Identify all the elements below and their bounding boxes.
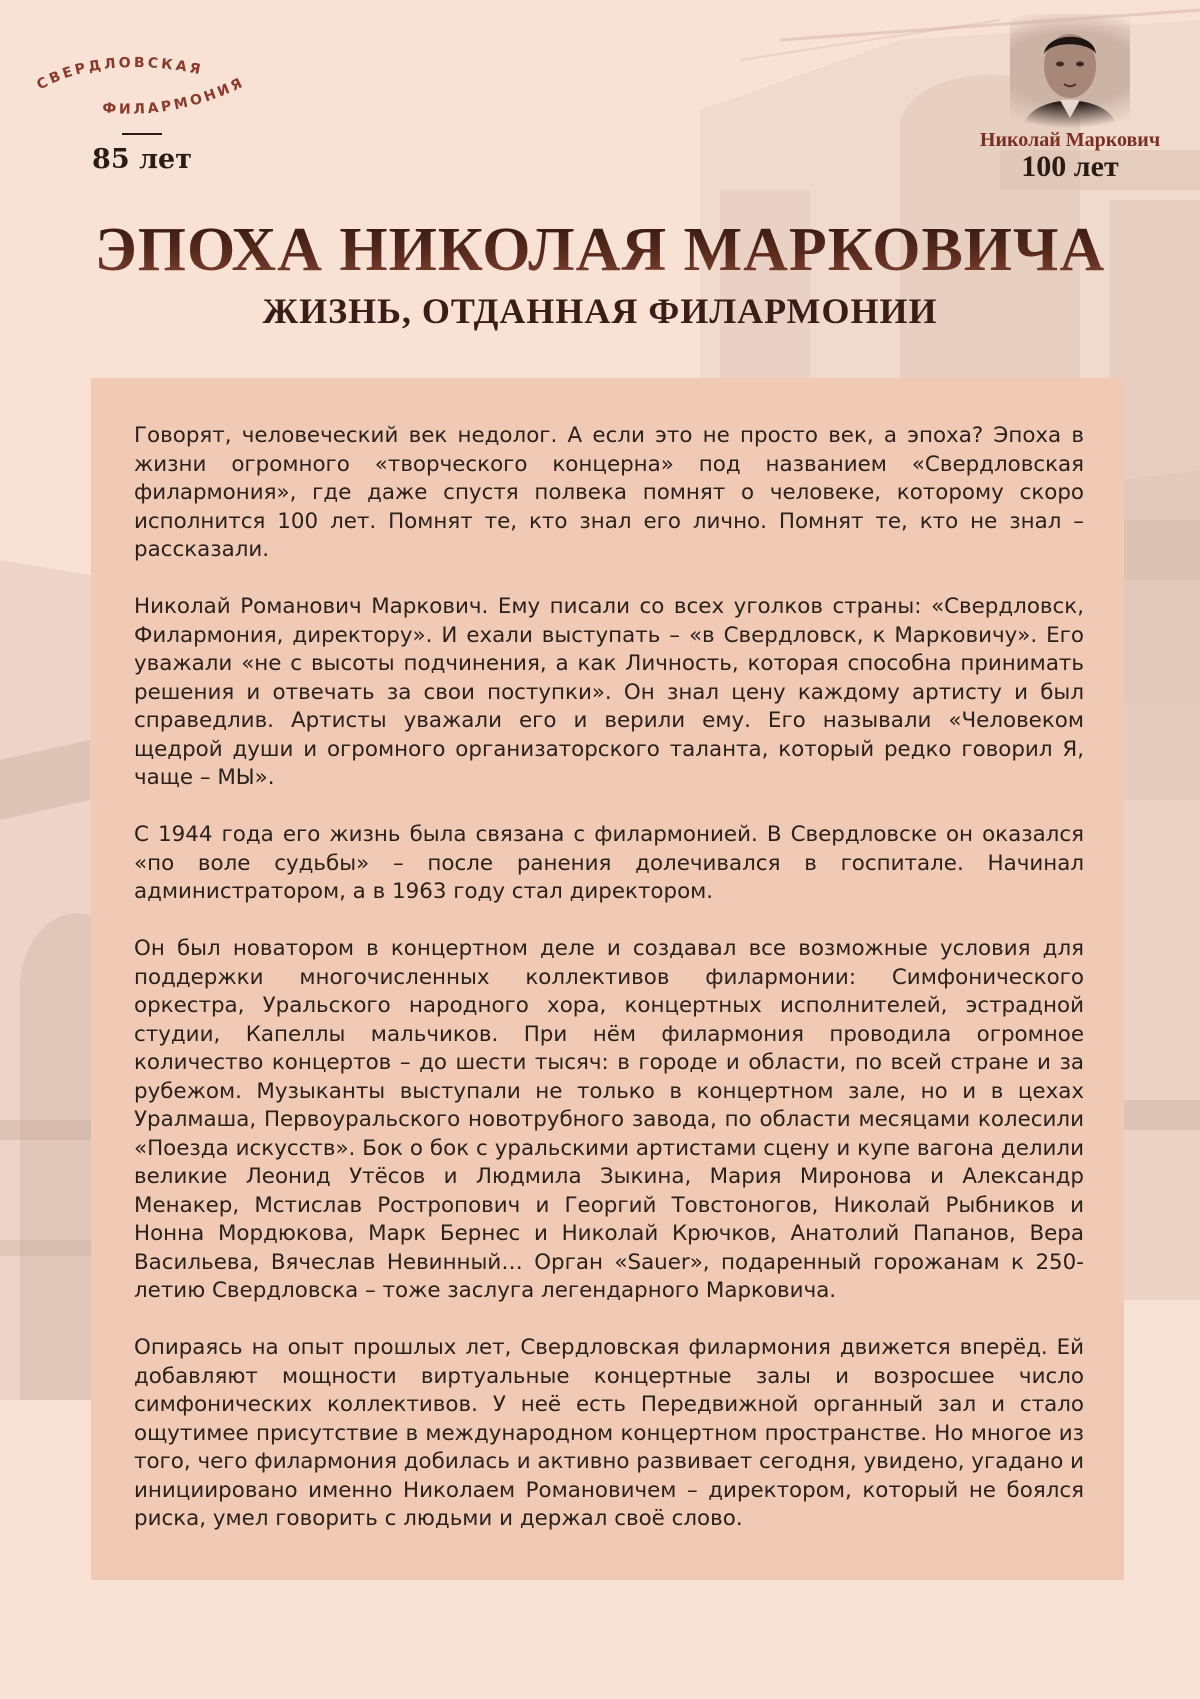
logo-years: 85 лет <box>92 144 192 175</box>
page-title: ЭПОХА НИКОЛАЯ МАРКОВИЧА <box>60 215 1140 286</box>
article-paragraph: Он был новатором в концертном деле и создавал все возможные условия для поддержки многочисленных коллективов филармонии: Симфонического оркестра, Уральского народного хора, концертных исполнителей, эстрадной студии, Капеллы мальчиков. При нём филармония проводила огромное количество концертов – до шести тысяч: в городе и области, по всей стране и за рубежом. Музыканты выступали не только в концертном зале, но и в цехах Уралмаша, Первоуральского новотрубного завода, по области месяцами колесили «Поезда искусств». Бок о бок с уральскими артистами сцену и купе вагона делили великие Леонид Утёсов и Людмила Зыкина, Мария Миронова и Александр Менакер, Мстислав Ростропович и Георгий Товстоногов, Николай Рыбников и Нонна Мордюкова, Марк Бернес и Николай Крючков, Анатолий Папанов, Вера Васильева, Вячеслав Невинный… Орган «Sauer», подаренный горожанам к 250-летию Свердловска – тоже заслуга легендарного Марковича. <box>134 936 1084 1303</box>
article-panel <box>91 378 1124 1580</box>
logo-arc-text <box>30 36 260 146</box>
article-paragraph: Опираясь на опыт прошлых лет, Свердловская филармония движется вперёд. Ей добавляют мощности виртуальные концертные залы и возросшее число симфонических коллективов. У неё есть Передвижной органный зал и стало ощутимее присутствие в международном концертном пространстве. Но многое из того, чего филармония добилась и активно развивает сегодня, увидено, угадано и инициировано именно Николаем Романовичем – директором, который не боялся риска, умел говорить с людьми и держал своё слово. <box>134 1335 1084 1531</box>
article-paragraph: С 1944 года его жизнь была связана с филармонией. В Свердловске он оказался «по воле судьбы» – после ранения долечивался в госпитале. Начинал администратором, а в 1963 году стал директором. <box>134 822 1084 904</box>
portrait-years: 100 лет <box>1021 150 1119 183</box>
portrait-name: Николай Маркович <box>979 129 1161 151</box>
portrait-photo <box>960 14 1180 134</box>
article-paragraph: Говорят, человеческий век недолог. А если это не просто век, а эпоха? Эпоха в жизни огромного «творческого концерна» под названием «Свердловская филармония», где даже спустя полвека помнят о человеке, которому скоро исполнится 100 лет. Помнят те, кто знал его лично. Помнят те, кто не знал – рассказали. <box>134 423 1084 562</box>
logo-top-text: СВЕРДЛОВСКАЯ <box>34 54 205 94</box>
portrait-block <box>960 14 1180 184</box>
philharmonic-logo <box>30 36 260 186</box>
svg-text:СВЕРДЛОВСКАЯ <box>34 55 204 93</box>
page-subtitle: ЖИЗНЬ, ОТДАННАЯ ФИЛАРМОНИИ <box>262 291 938 331</box>
svg-text:ФИЛАРМОНИЯ <box>102 74 248 117</box>
logo-divider <box>122 133 162 135</box>
logo-bottom-text: ФИЛАРМОНИЯ <box>101 74 248 118</box>
article-paragraph: Николай Романович Маркович. Ему писали со всех уголков страны: «Свердловск, Филармония, директору». И ехали выступать – «в Свердловск, к Марковичу». Его уважали «не с высоты подчинения, а как Личность, которая способна принимать решения и отвечать за свои поступки». Он знал цену каждому артисту и был справедлив. Артисты уважали его и верили ему. Его называли «Человеком щедрой души и огромного организаторского таланта, который редко говорил Я, чаще – МЫ». <box>134 594 1084 790</box>
